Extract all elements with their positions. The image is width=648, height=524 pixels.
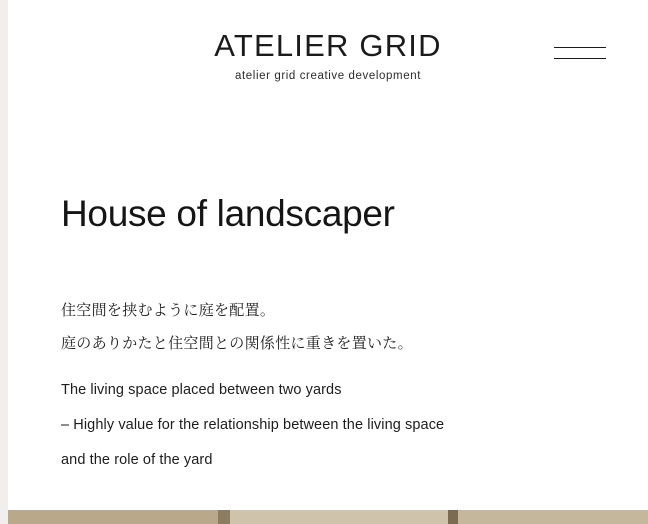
description-japanese bbox=[61, 294, 648, 362]
hero-strip-segment bbox=[218, 510, 230, 524]
description-en-line: and the role of the yard bbox=[61, 451, 213, 468]
description-ja-line: 庭のありかたと住空間との関係性に重きを置いた。 bbox=[61, 334, 413, 353]
description-ja-line: 住空間を挟むように庭を配置。 bbox=[61, 300, 276, 319]
description-english bbox=[61, 373, 648, 477]
hero-strip-segment bbox=[230, 510, 448, 524]
hero-image-strip bbox=[8, 510, 648, 524]
description-en-line: The living space placed between two yards bbox=[61, 382, 342, 399]
hero-strip-segment bbox=[448, 510, 458, 524]
brand-block[interactable] bbox=[8, 30, 648, 82]
hero-strip-segment bbox=[458, 510, 648, 524]
hamburger-menu-icon[interactable] bbox=[554, 42, 606, 64]
description-en-line: – Highly value for the relationship between the living space bbox=[61, 416, 445, 433]
site-header bbox=[8, 0, 648, 105]
hamburger-bar-top bbox=[554, 47, 606, 48]
hamburger-bar-bottom bbox=[554, 58, 606, 59]
page-title: House of landscaper bbox=[61, 193, 395, 234]
brand-title: ATELIER GRID bbox=[214, 28, 442, 63]
content-frame bbox=[8, 0, 648, 524]
brand-tagline: atelier grid creative development bbox=[235, 69, 421, 82]
hero-strip-segment bbox=[8, 510, 218, 524]
main-content bbox=[8, 193, 648, 477]
